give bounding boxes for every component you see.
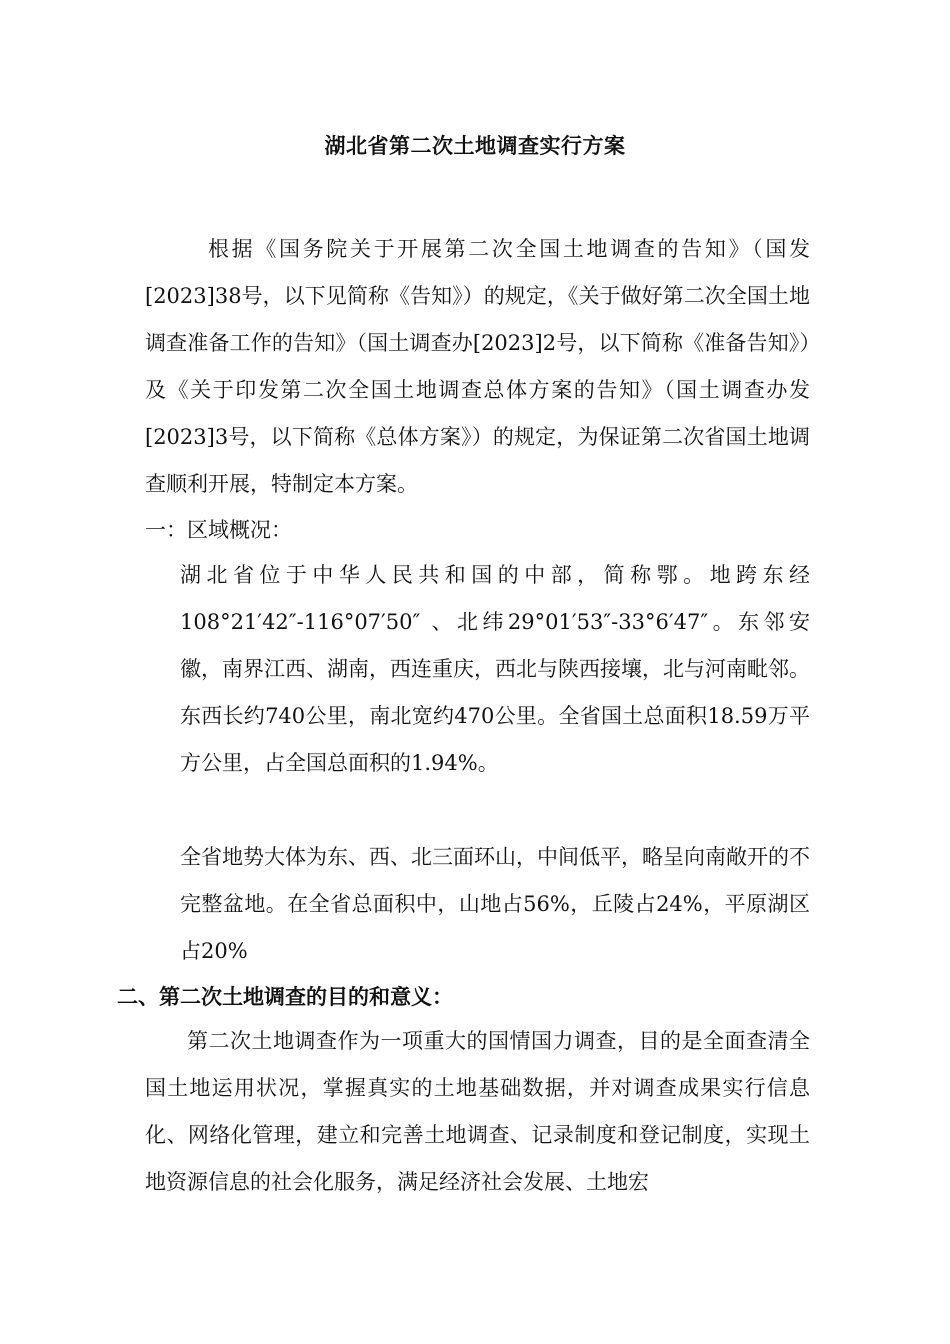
document-title: 湖北省第二次土地调查实行方案 [324,133,626,158]
section-1-heading: 一：区域概况： [145,518,292,542]
intro-paragraph: 根据《国务院关于开展第二次全国土地调查的告知》（国发[2023]38号，以下见简称《告知》）的规定，《关于做好第二次全国土地调查准备工作的告知》（国土调查办[2023]2号，以下简称《准备告知》）及《关于印发第二次全国土地调查总体方案的告知》（国土调查办发[2023]3号，以下简称《总体方案》）的规定，为保证第二次省国土地调查顺利开展，特制定本方案。 [145,237,810,496]
section-1-paragraph: 全省地势大体为东、西、北三面环山，中间低平，略呈向南敞开的不完整盆地。在全省总面积中，山地占56%，丘陵占24%，平原湖区占20% [180,845,810,963]
section-2-heading: 二、第二次土地调查的目的和意义： [117,984,453,1009]
section-2-paragraph: 第二次土地调查作为一项重大的国情国力调查，目的是全面查清全国土地运用状况，掌握真实的土地基础数据，并对调查成果实行信息化、网络化管理，建立和完善土地调查、记录制度和登记制度，实现土地资源信息的社会化服务，满足经济社会发展、土地宏 [145,1029,810,1194]
section-1-paragraph: 湖北省位于中华人民共和国的中部，简称鄂。地跨东经108°21′42″-116°07′50″ 、北纬29°01′53″-33°6′47″。东邻安徽，南界江西、湖南，西连重庆，西北与陕西接壤，北与河南毗邻。东西长约740公里，南北宽约470公里。全省国土总面积18.59万平方公里，占全国总面积的1.94%。 [180,563,810,775]
